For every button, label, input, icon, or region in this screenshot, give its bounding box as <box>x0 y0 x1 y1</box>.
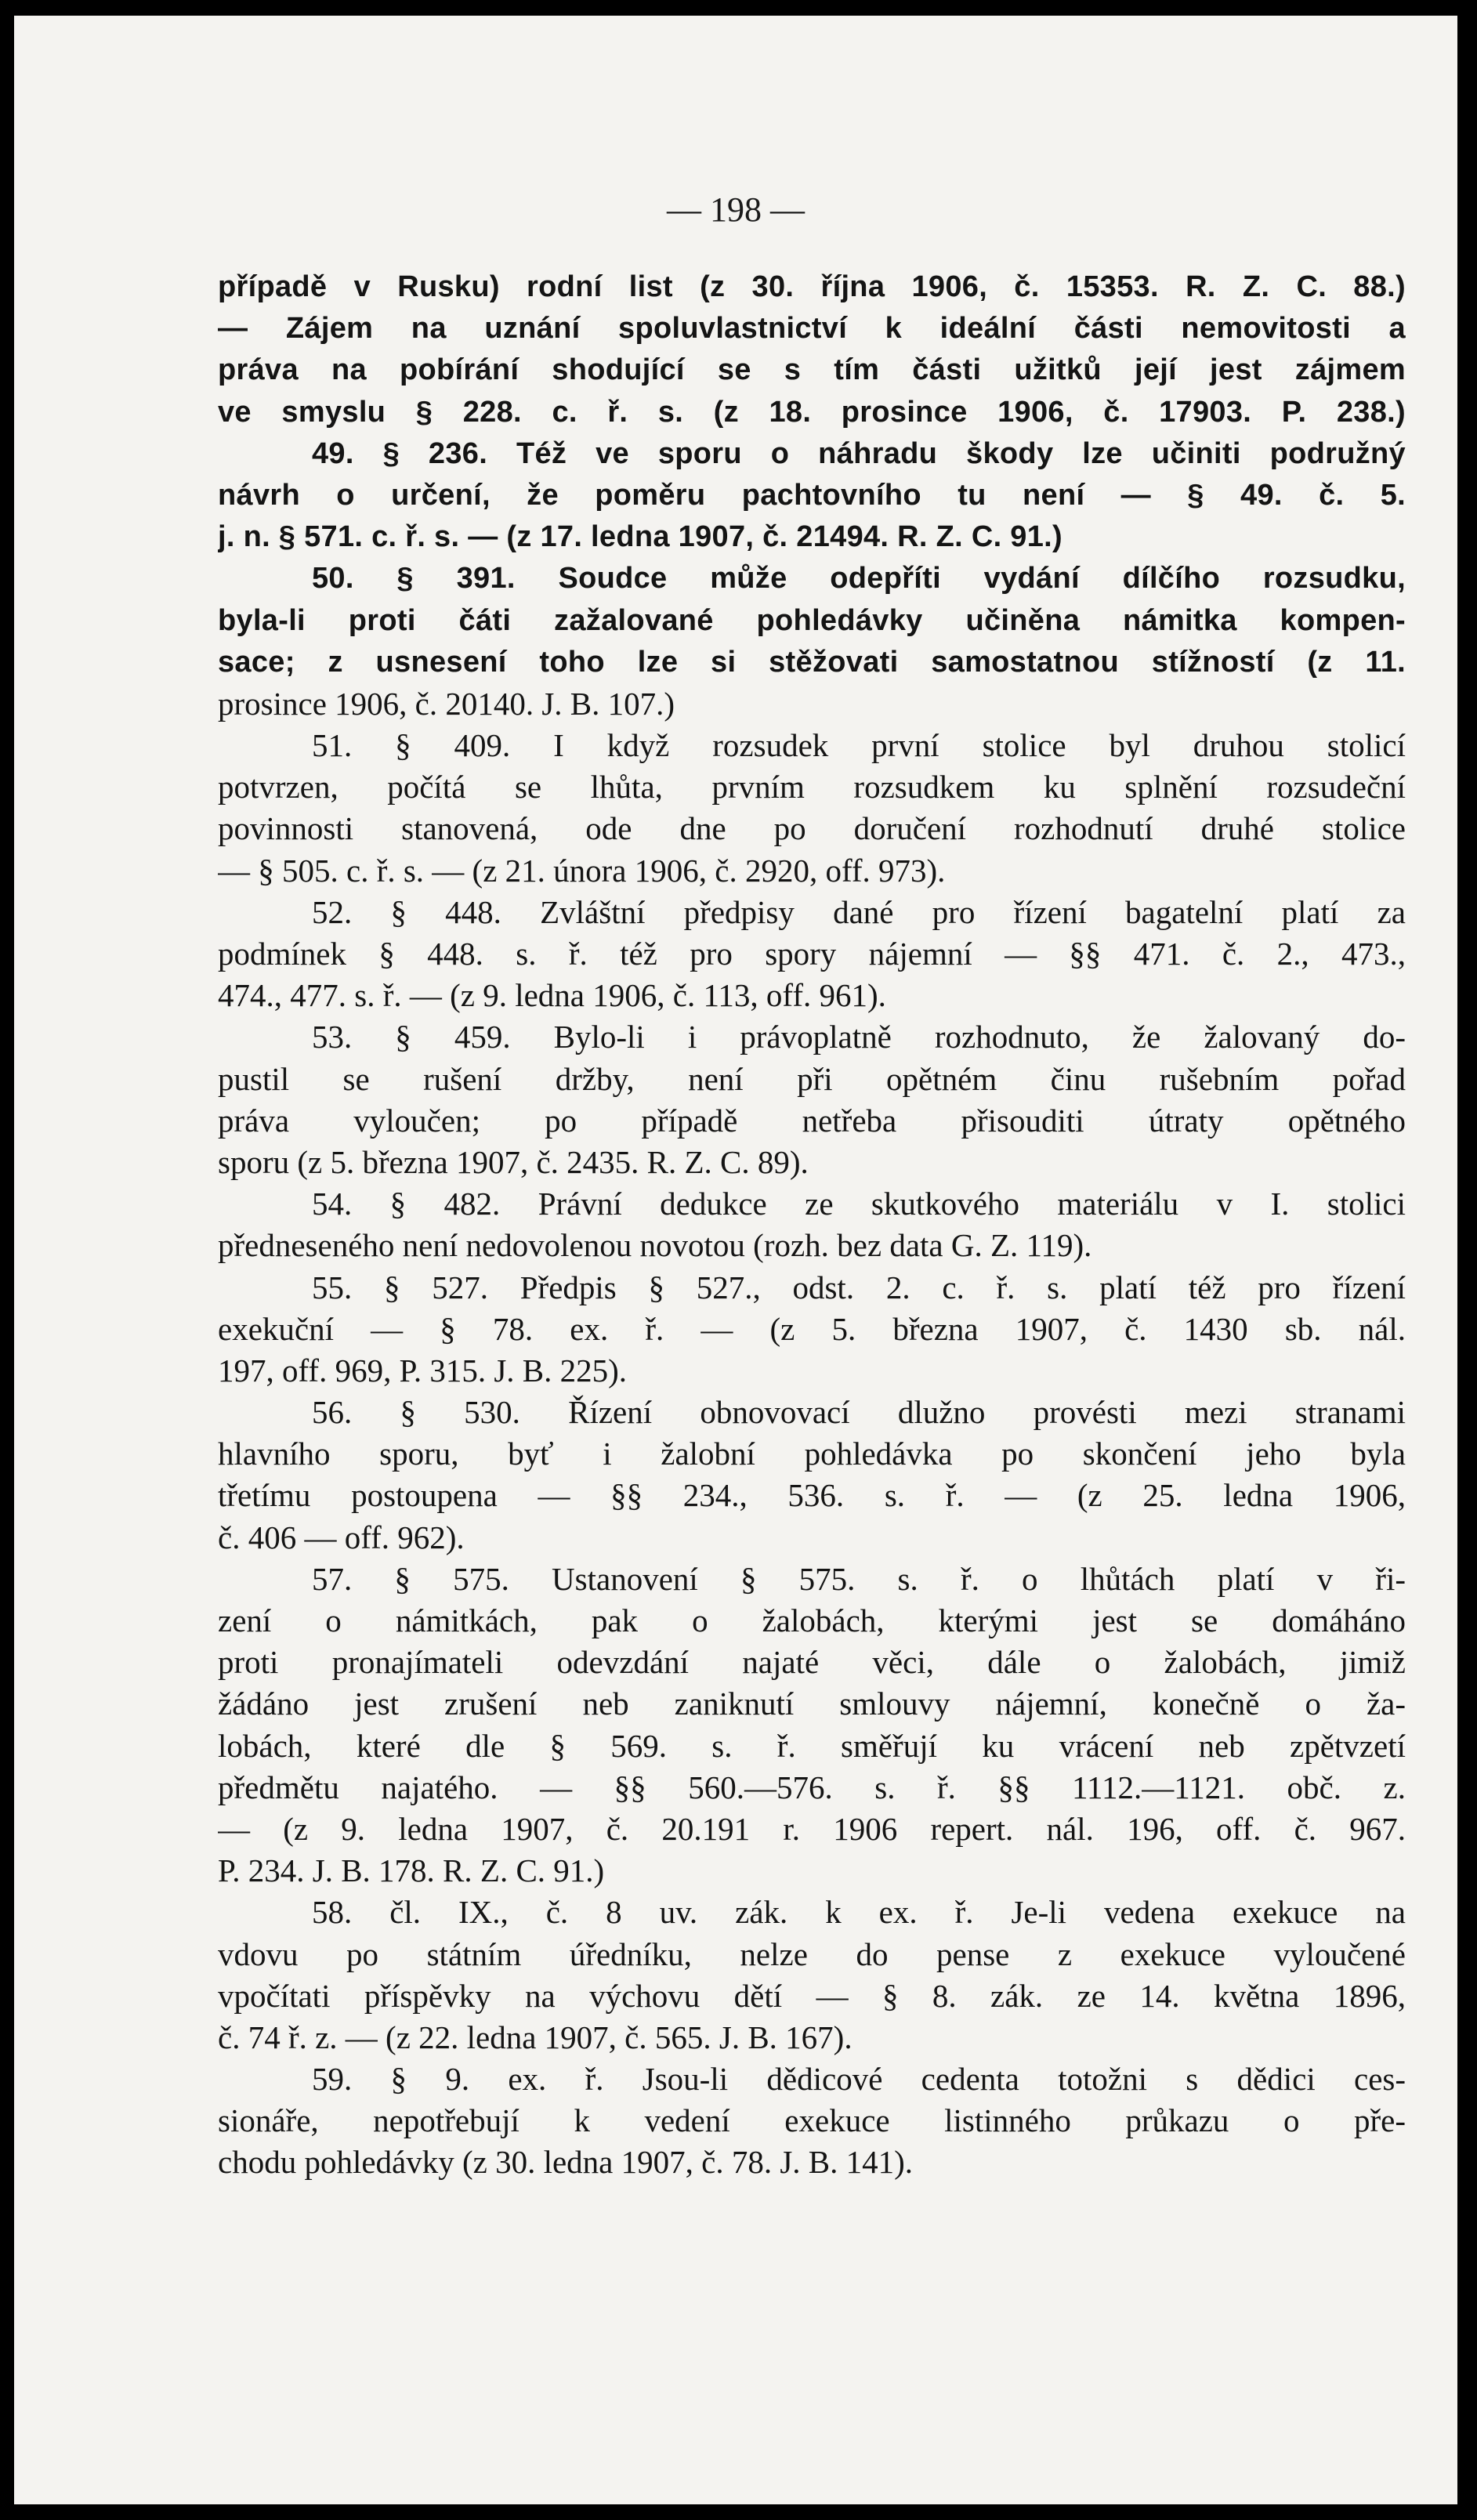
text-line: 51. § 409. I když rozsudek první stolice byl druhou stolicí <box>312 727 1406 764</box>
text-line: 49. § 236. Též ve sporu o náhradu škody lze učiniti podružný <box>312 436 1406 470</box>
scanned-page <box>14 16 1457 2504</box>
text-line: — (z 9. ledna 1907, č. 20.191 r. 1906 repert. nál. 196, off. č. 967. <box>218 1810 1406 1847</box>
text-line: 197, off. 969, P. 315. J. B. 225). <box>218 1352 628 1389</box>
text-line: 59. § 9. ex. ř. Jsou-li dědicové cedenta totožni s dědici ces- <box>312 2061 1406 2098</box>
text-line: 53. § 459. Bylo-li i právoplatně rozhodnuto, že žalovaný do- <box>312 1019 1406 1055</box>
text-line: předneseného není nedovolenou novotou (rozh. bez data G. Z. 119). <box>218 1227 1092 1264</box>
text-line: pustil se rušení držby, není při opětném činu rušebním pořad <box>218 1060 1406 1097</box>
text-line: povinnosti stanovená, ode dne po doručení rozhodnutí druhé stolice <box>218 810 1406 847</box>
text-line: případě v Rusku) rodní list (z 30. října 1906, č. 15353. R. Z. C. 88.) <box>218 270 1406 303</box>
text-line: návrh o určení, že poměru pachtovního tu není — § 49. č. 5. <box>218 478 1406 512</box>
text-line: vdovu po státním úředníku, nelze do pense z exekuce vyloučené <box>218 1935 1406 1972</box>
text-line: j. n. § 571. c. ř. s. — (z 17. ledna 1907, č. 21494. R. Z. C. 91.) <box>218 520 1062 554</box>
text-line: 55. § 527. Předpis § 527., odst. 2. c. ř. s. platí též pro řízení <box>312 1269 1406 1305</box>
text-line: proti pronajímateli odevzdání najaté věci, dále o žalobách, jimiž <box>218 1644 1406 1681</box>
text-line: 52. § 448. Zvláštní předpisy dané pro řízení bagatelní platí za <box>312 893 1406 930</box>
text-line: 56. § 530. Řízení obnovovací dlužno provésti mezi stranami <box>312 1394 1406 1431</box>
text-line: exekuční — § 78. ex. ř. — (z 5. března 1907, č. 1430 sb. nál. <box>218 1310 1406 1347</box>
text-line: hlavního sporu, byť i žalobní pohledávka po skončení jeho byla <box>218 1436 1406 1472</box>
text-line: podmínek § 448. s. ř. též pro spory nájemní — §§ 471. č. 2., 473., <box>218 936 1406 972</box>
text-line: — § 505. c. ř. s. — (z 21. února 1906, č. 2920, off. 973). <box>218 852 946 889</box>
text-line: vpočítati příspěvky na výchovu dětí — § 8. zák. ze 14. května 1896, <box>218 1977 1406 2014</box>
text-line: prosince 1906, č. 20140. J. B. 107.) <box>218 685 675 722</box>
text-line: zení o námitkách, pak o žalobách, kterými jest se domáháno <box>218 1602 1406 1638</box>
text-line: sace; z usnesení toho lze si stěžovati samostatnou stížností (z 11. <box>218 645 1406 679</box>
text-line: žádáno jest zrušení neb zaniknutí smlouvy nájemní, konečně o ža- <box>218 1685 1406 1722</box>
text-line: byla-li proti čáti zažalované pohledávky učiněna námitka kompen- <box>218 603 1406 637</box>
text-line: č. 406 — off. 962). <box>218 1519 465 1555</box>
text-line: potvrzen, počítá se lhůta, prvním rozsudkem ku splnění rozsudeční <box>218 769 1406 806</box>
text-line: práva vyloučen; po případě netřeba přisouditi útraty opětného <box>218 1102 1406 1139</box>
text-line: 58. čl. IX., č. 8 uv. zák. k ex. ř. Je-li vedena exekuce na <box>312 1894 1406 1931</box>
text-line: práva na pobírání shodující se s tím části užitků její jest zájmem <box>218 353 1406 387</box>
text-line: chodu pohledávky (z 30. ledna 1907, č. 78. J. B. 141). <box>218 2144 914 2181</box>
text-line: — Zájem na uznání spoluvlastnictví k ideální části nemovitosti a <box>218 312 1406 346</box>
text-line: č. 74 ř. z. — (z 22. ledna 1907, č. 565. J. B. 167). <box>218 2019 853 2055</box>
body-text <box>218 266 1406 2184</box>
text-line: 54. § 482. Právní dedukce ze skutkového materiálu v I. stolici <box>312 1186 1406 1222</box>
text-line: předmětu najatého. — §§ 560.—576. s. ř. §§ 1112.—1121. obč. z. <box>218 1769 1406 1805</box>
text-line: sporu (z 5. března 1907, č. 2435. R. Z. C. 89). <box>218 1143 809 1180</box>
text-line: ve smyslu § 228. c. ř. s. (z 18. prosince 1906, č. 17903. P. 238.) <box>218 395 1406 429</box>
text-line: P. 234. J. B. 178. R. Z. C. 91.) <box>218 1852 605 1889</box>
text-line: lobách, které dle § 569. s. ř. směřují ku vrácení neb zpětvzetí <box>218 1727 1406 1764</box>
text-line: sionáře, nepotřebují k vedení exekuce listinného průkazu o pře- <box>218 2102 1406 2139</box>
text-line: 474., 477. s. ř. — (z 9. ledna 1906, č. 113, off. 961). <box>218 977 886 1014</box>
page-number: — 198 — <box>667 190 805 229</box>
text-line: třetímu postoupena — §§ 234., 536. s. ř. — (z 25. ledna 1906, <box>218 1477 1406 1514</box>
text-line: 57. § 575. Ustanovení § 575. s. ř. o lhůtách platí v ři- <box>312 1560 1406 1597</box>
text-line: 50. § 391. Soudce může odepříti vydání dílčího rozsudku, <box>312 562 1406 596</box>
